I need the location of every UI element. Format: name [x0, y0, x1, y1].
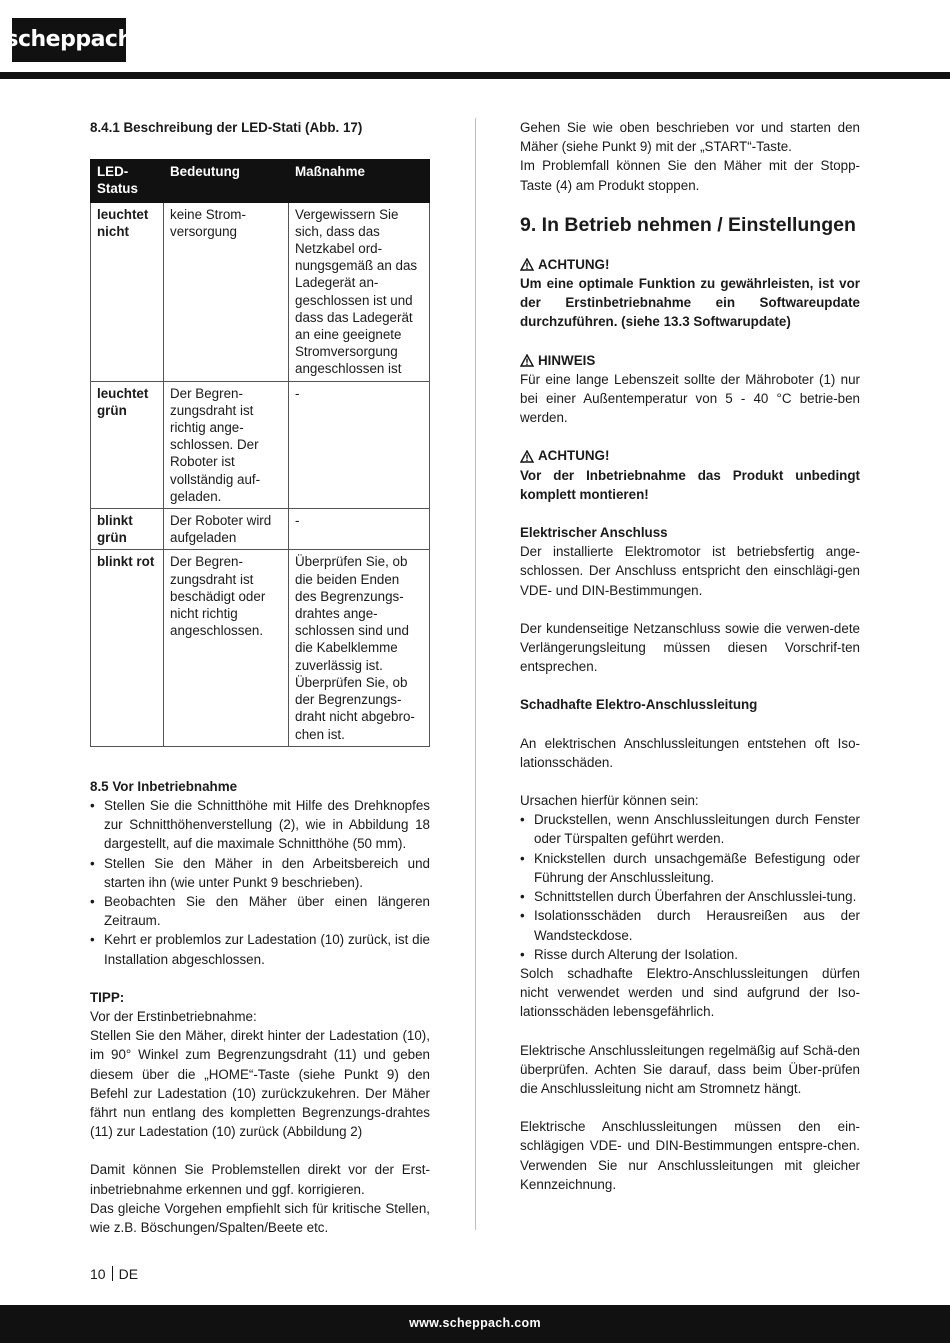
- tip-text-3: Das gleiche Vorgehen empfiehlt sich für kritische Stellen, wie z.B. Böschungen/Spalten/Beete etc.: [90, 1200, 430, 1235]
- language-code: DE: [118, 1266, 139, 1282]
- note-title: [520, 351, 860, 370]
- causes-intro: Ursachen hierfür können sein:: [520, 793, 699, 809]
- note-text: Für eine lange Lebenszeit sollte der Mähroboter (1) nur bei einer Außentemperatur von 5 - 40 °C betrie-ben werden.: [520, 371, 860, 426]
- list-item: • Stellen Sie die Schnitthöhe mit Hilfe des Drehknopfes zur Schnitthöhenverstellung (2), wie in Abbildung 18 dargestellt, auf die maximale Schnitthöhe (50 mm).: [90, 796, 430, 854]
- tip-text-2: Damit können Sie Problemstellen direkt vor der Erst-inbetriebnahme erkennen und ggf. korrigieren.: [90, 1162, 430, 1197]
- action-cell: Überprüfen Sie, ob die beiden Enden des Begrenzungs-drahtes ange-schlossen sind und die Kabelklemme zuverlässig ist. Überprüfen Sie, ob der Begrenzungs-draht nicht abgebro-chen ist.: [289, 550, 430, 746]
- list-item: • Kehrt er problemlos zur Ladestation (10) zurück, ist die Installation abgeschlossen.: [90, 930, 430, 968]
- brand-logo: scheppach: [12, 18, 126, 62]
- action-cell: Vergewissern Sie sich, dass das Netzkabel ord-nungsgemäß an das Ladegerät an-geschlossen ist und dass das Ladegerät an eine geeignete Stromversorgung angeschlossen ist: [289, 202, 430, 381]
- warning-label: ACHTUNG!: [538, 256, 610, 272]
- warning-triangle-icon: [520, 258, 534, 271]
- list-item: • Risse durch Alterung der Isolation.: [520, 945, 860, 964]
- table-header-meaning: Bedeutung: [164, 160, 289, 202]
- column-divider: [475, 118, 476, 1230]
- damaged-cable-text-2: Solch schadhafte Elektro-Anschlussleitungen dürfen nicht verwendet werden und sind aufgrund der Iso-lationsschäden lebensgefährlich.: [520, 965, 860, 1020]
- electrical-text-1: Der installierte Elektromotor ist betriebsfertig ange-schlossen. Der Anschluss entspricht den einschlägi-gen VDE- und DIN-Bestimmungen.: [520, 544, 860, 598]
- vde-text: Elektrische Anschlussleitungen müssen den ein-schlägigen VDE- und DIN-Bestimmungen entspre-chen. Verwenden Sie nur Anschlussleitungen mit gleicher Kennzeichnung.: [520, 1119, 860, 1192]
- table-row: [91, 550, 430, 746]
- warning-triangle-icon: [520, 450, 534, 463]
- warning-triangle-icon: [520, 354, 534, 367]
- note-label: HINWEIS: [538, 352, 596, 368]
- list-item: • Knickstellen durch unsachgemäße Befestigung oder Führung der Anschlussleitung.: [520, 849, 860, 887]
- table-row: [91, 381, 430, 508]
- left-column: [90, 118, 430, 1237]
- action-cell: -: [289, 381, 430, 508]
- page-number-value: 10: [90, 1266, 106, 1282]
- led-status-cell: leuchtet grün: [91, 381, 164, 508]
- electrical-text-2: Der kundenseitige Netzanschluss sowie die verwen-dete Verlängerungsleitung müssen diesen Vorschrif-ten entsprechen.: [520, 620, 860, 675]
- table-row: [91, 202, 430, 381]
- table-header-status: LED- Status: [91, 160, 164, 202]
- list-item: • Beobachten Sie den Mäher über einen längeren Zeitraum.: [90, 892, 430, 930]
- page-number-separator: [112, 1266, 113, 1281]
- section-85-list: [90, 796, 430, 969]
- tip-intro: Vor der Erstinbetriebnahme:: [90, 1008, 257, 1024]
- table-row: [91, 509, 430, 550]
- warning-title-1: [520, 255, 860, 274]
- led-status-cell: blinkt grün: [91, 509, 164, 550]
- intro-paragraph-1: Gehen Sie wie oben beschrieben vor und starten den Mäher (siehe Punkt 9) mit der „START“-Taste.: [520, 120, 860, 155]
- led-status-table: [90, 159, 430, 747]
- right-column: [520, 118, 860, 1194]
- inspection-text: Elektrische Anschlussleitungen regelmäßig auf Schä-den überprüfen. Achten Sie darauf, dass beim Über-prüfen die Anschlussleitung nicht am Stromnetz hängt.: [520, 1042, 860, 1096]
- meaning-cell: keine Strom-versorgung: [164, 202, 289, 381]
- section-85-heading: 8.5 Vor Inbetriebnahme: [90, 778, 238, 794]
- footer-bar: [0, 1305, 950, 1343]
- led-status-cell: leuchtet nicht: [91, 202, 164, 381]
- meaning-cell: Der Roboter wird aufgeladen: [164, 509, 289, 550]
- led-status-heading: 8.4.1 Beschreibung der LED-Stati (Abb. 17): [90, 120, 363, 135]
- intro-paragraph-2: Im Problemfall können Sie den Mäher mit der Stopp-Taste (4) am Produkt stoppen.: [520, 158, 860, 193]
- warning-text-2: Vor der Inbetriebnahme das Produkt unbedingt komplett montieren!: [520, 467, 860, 502]
- list-item: • Schnittstellen durch Überfahren der Anschlusslei-tung.: [520, 887, 860, 906]
- warning-text-1: Um eine optimale Funktion zu gewährleisten, ist vor der Erstinbetriebnahme ein Softwareupdate durchzuführen. (siehe 13.3 Softwarupdate): [520, 276, 860, 330]
- meaning-cell: Der Begren-zungsdraht ist beschädigt oder nicht richtig angeschlossen.: [164, 550, 289, 746]
- tip-heading: TIPP:: [90, 989, 125, 1005]
- website-link[interactable]: www.scheppach.com: [409, 1316, 541, 1331]
- damaged-cable-heading: Schadhafte Elektro-Anschlussleitung: [520, 697, 758, 713]
- table-header-row: [91, 160, 430, 202]
- tip-text: Stellen Sie den Mäher, direkt hinter der Ladestation (10), im 90° Winkel zum Begrenzungsdraht (11) und geben diesem über die „HOME“-Taste (siehe Punkt 9) den Befehl zur Ladestation (10) zurückzukehren. Der Mäher fährt nun entlang des kompletten Begrenzungs-drahtes (11) zur Ladestation (10) zurück (Abbildung 2): [90, 1028, 430, 1140]
- list-item: • Druckstellen, wenn Anschlussleitungen durch Fenster oder Türspalten geführt werden.: [520, 810, 860, 848]
- section-9-heading: 9. In Betrieb nehmen / Einstellungen: [520, 213, 856, 236]
- meaning-cell: Der Begren-zungsdraht ist richtig ange-schlossen. Der Roboter ist vollständig auf-geladen.: [164, 381, 289, 508]
- led-status-cell: blinkt rot: [91, 550, 164, 746]
- causes-list: [520, 810, 860, 964]
- table-header-action: Maßnahme: [289, 160, 430, 202]
- warning-label: ACHTUNG!: [538, 448, 610, 464]
- header-rule: [0, 72, 950, 79]
- damaged-cable-text-1: An elektrischen Anschlussleitungen entstehen oft Iso-lationsschäden.: [520, 735, 860, 770]
- electrical-connection-heading: Elektrischer Anschluss: [520, 525, 668, 541]
- warning-title-2: [520, 446, 860, 465]
- action-cell: -: [289, 509, 430, 550]
- list-item: • Stellen Sie den Mäher in den Arbeitsbereich und starten ihn (wie unter Punkt 9 beschrieben).: [90, 854, 430, 892]
- list-item: • Isolationsschäden durch Herausreißen aus der Wandsteckdose.: [520, 906, 860, 944]
- page-number: [90, 1265, 138, 1284]
